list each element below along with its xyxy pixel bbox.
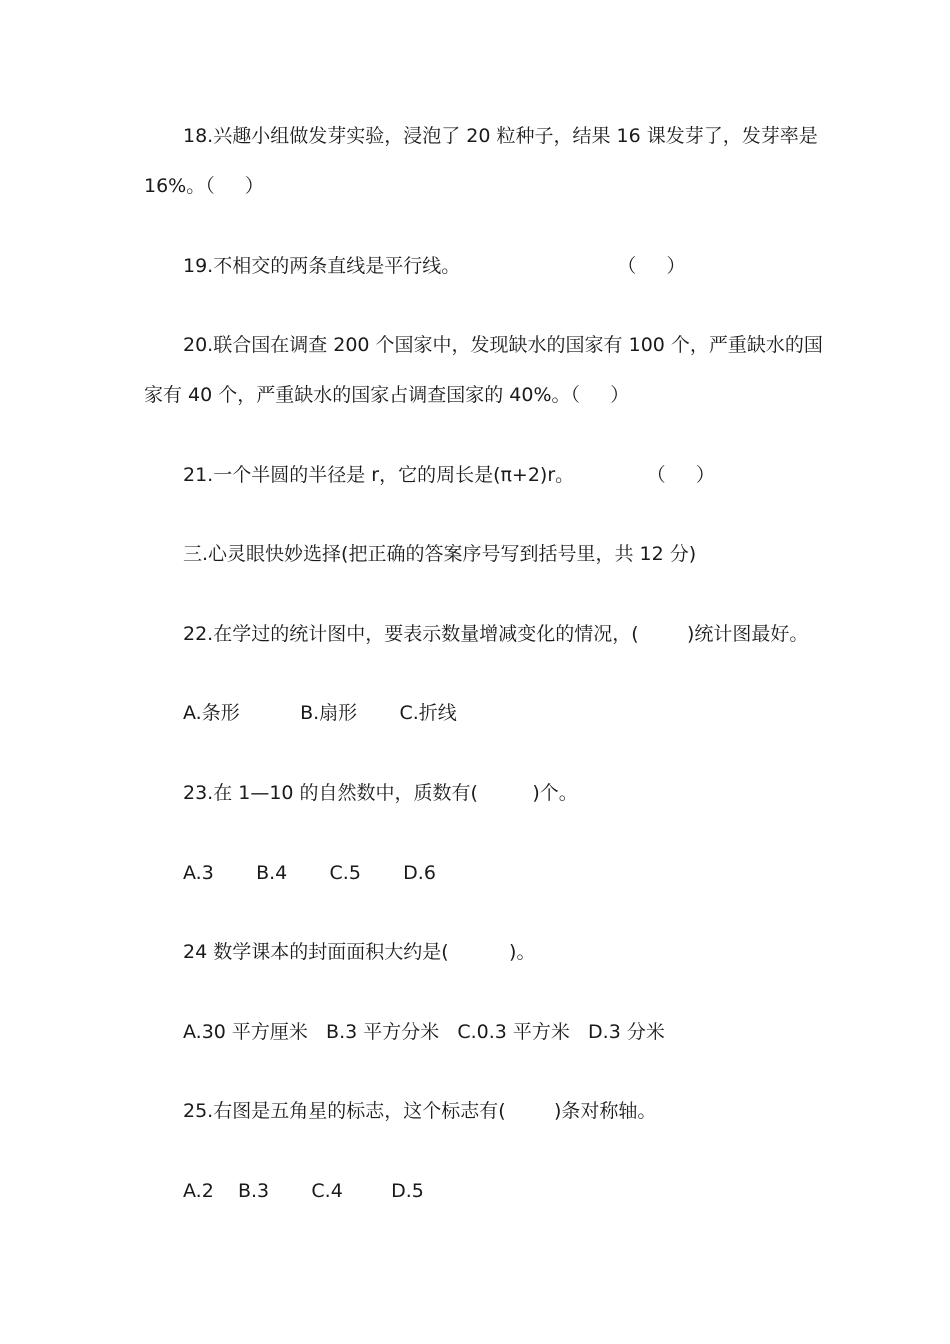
question-18-line-2: 16%。（ ） <box>144 175 264 197</box>
question-22-options: A.条形 B.扇形 C.折线 <box>183 702 457 724</box>
question-25-options: A.2 B.3 C.4 D.5 <box>183 1180 424 1202</box>
question-20-line-1: 20.联合国在调查 200 个国家中，发现缺水的国家有 100 个，严重缺水的国 <box>183 334 823 356</box>
question-20-line-2: 家有 40 个，严重缺水的国家占调查国家的 40%。（ ） <box>144 384 630 406</box>
question-22: 22.在学过的统计图中，要表示数量增减变化的情况，( )统计图最好。 <box>183 623 809 645</box>
question-18-line-1: 18.兴趣小组做发芽实验，浸泡了 20 粒种子，结果 16 课发芽了，发芽率是 <box>183 125 818 147</box>
question-25: 25.右图是五角星的标志，这个标志有( )条对称轴。 <box>183 1100 657 1122</box>
question-21: 21.一个半圆的半径是 r，它的周长是(π+2)r。 （ ） <box>183 464 715 486</box>
question-24: 24 数学课本的封面面积大约是( )。 <box>183 941 536 963</box>
question-24-options: A.30 平方厘米 B.3 平方分米 C.0.3 平方米 D.3 分米 <box>183 1021 665 1043</box>
question-23-options: A.3 B.4 C.5 D.6 <box>183 862 436 884</box>
section-heading: 三.心灵眼快妙选择(把正确的答案序号写到括号里，共 12 分) <box>183 543 697 565</box>
question-23: 23.在 1—10 的自然数中，质数有( )个。 <box>183 782 578 804</box>
question-19: 19.不相交的两条直线是平行线。 （ ） <box>183 255 686 277</box>
